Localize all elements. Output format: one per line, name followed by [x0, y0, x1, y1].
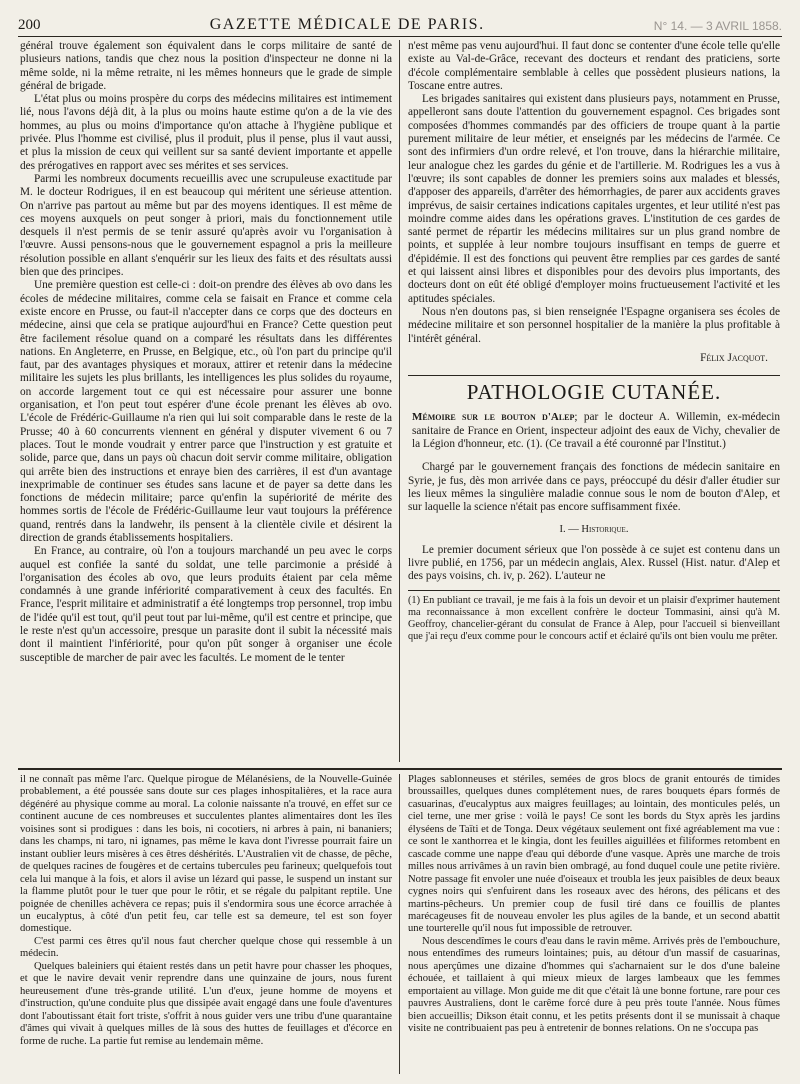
author-signature: Félix Jacquot.	[700, 351, 768, 364]
bottom-left-column	[20, 774, 392, 1074]
column-divider	[399, 40, 400, 762]
left-column	[20, 40, 392, 762]
paragraph: Nous n'en doutons pas, si bien renseignée l'Espagne organisera ses écoles de médecine militaire et son personnel hospitalier de la manière la plus profitable à l'intérêt général.	[408, 305, 780, 345]
paragraph: L'état plus ou moins prospère du corps des médecins militaires est intimement lié, nous l'avons déjà dit, à la plus ou moins haute estime qu'on a de la vie des hommes, au plus ou moins d'importance qu'on attache à l'hygiène publique et privée. Plus l'homme est civilisé, plus il produit, plus il pense, plus il vaut aussi, et plus la mission de ceux qui veillent sur sa santé devient importante et appelle des prérogatives en rapport avec ses mérites et ses services.	[20, 93, 392, 172]
paragraph: Parmi les nombreux documents recueillis avec une scrupuleuse exactitude par M. le docteur Rodrigues, il en est beaucoup qui méritent une sérieuse attention. On n'arrive pas partout au même but par des moyens identiques. Il est même de ces moyens auxquels on peut songer à priori, mais du fonctionnement utile desquels il n'est permis de se tenir assuré qu'après avoir vu l'organisation à l'œuvre. Aussi pensons-nous que le gouvernement espagnol a pris la meilleure résolution possible en allant s'enquérir sur les lieux des faits et des résultats aussi bien que des principes.	[20, 172, 392, 279]
bottom-right-column	[408, 774, 780, 1074]
footnote: (1) En publiant ce travail, je me fais à la fois un devoir et un plaisir d'exprimer hautement ma reconnaissance à mon excellent confrère le docteur Tommasini, ainsi qu'à M. Geoffroy, chancelier-gérant du consulat de France à Alep, pour l'accueil si bienveillant que j'ai reçu d'eux comme pour le concours actif et éclairé qu'ils ont bien voulu me prêter.	[408, 590, 780, 644]
right-column	[408, 40, 780, 762]
memoire-byline: ; par le docteur A. Willemin, ex-médecin sanitaire de France en Orient, inspecteur adjoint des eaux de Vichy, chevalier de la Légion d'honneur, etc. (1). (Ce travail a été couronné par l'Institut.)	[412, 411, 780, 451]
paragraph: C'est parmi ces êtres qu'il nous faut chercher quelque chose qui ressemble à un médecin.	[20, 935, 392, 960]
memoire-label: Mémoire sur le bouton d'Alep	[412, 411, 575, 424]
horizontal-divider	[18, 768, 782, 770]
paragraph: Les brigades sanitaires qui existent dans plusieurs pays, notamment en Prusse, appelleront sans doute l'attention du gouvernement espagnol. Ces brigades sont composées d'hommes commandés par des officiers de troupe quant à la partie purement militaire de leur métier, et enseignés par les médecins de l'armée. Ce sont des infirmiers d'un ordre relevé, et l'on trouve, dans la hiérarchie militaire, leur analogue chez les gardes du génie et de l'artillerie. M. Rodrigues les a vus à l'œuvre; ils sont capables de donner les premiers soins aux malades et blessés, d'apposer des appareils, d'arrêter des hémorrhagies, de parer aux accidents graves imprévus, de saisir certaines indications capitales urgentes, et leur utilité n'est pas moindre comme aides dans les opérations graves. L'institution de ces gardes de santé permet de répartir les médecins militaires sur un plus grand nombre de points, et supplée à leur nombre toujours insuffisant en temps de guerre et d'épidémie. Il est des fonctions qui peuvent être remplies par ces gardes de santé et qui laissent ainsi libres et disponibles pour des devoirs plus importants, des docteurs dont on eût été obligé d'employer moins fructueusement l'activité et les aptitudes spéciales.	[408, 93, 780, 305]
section-divider	[408, 375, 780, 376]
paragraph: Nous descendîmes le cours d'eau dans le ravin même. Arrivés près de l'embouchure, nous entendîmes des rumeurs lointaines; puis, au détour d'un massif de casuarinas, nous aperçûmes une dizaine d'hommes qui s'acharnaient sur le dos d'une baleine échouée, et taillaient à qui mieux mieux de larges lambeaux que les femmes emportaient au village. Mon guide me dit que c'était là une bonne fortune, rare pour ces pauvres Australiens, dont le carême forcé dure à peu près toute l'année. Nous fûmes bien accueillis; Dikson était connu, et les petits présents dont il se munissait à chaque visite ne contribuaient pas peu à entretenir de bonnes relations. On ne s'occupa pas	[408, 935, 780, 1035]
page-header	[18, 14, 782, 37]
paragraph: Quelques baleiniers qui étaient restés dans un petit havre pour chasser les phoques, et que le navire devait venir reprendre dans une quinzaine de jours, nous furent heureusement d'une très-grande utilité. L'un d'eux, jeune homme de moyens et d'instruction, qu'une conduite plus que dissipée avait engagé dans une foule d'aventures dont l'aboutissant était fort triste, s'offrit à nous guider vers une tribu d'une quarantaine d'âmes qui vivait à quelques milles de là sous des huttes de feuillages et d'écorce en forme de ruche. La partie fut remise au lendemain même.	[20, 960, 392, 1047]
paragraph: général trouve également son équivalent dans le corps militaire de santé de plusieurs nations, tandis que chez nous la position d'inspecteur ne donne ni la même solde, ni la même retraite, ni les mêmes honneurs que le grade de simple général de brigade.	[20, 40, 392, 92]
journal-title: GAZETTE MÉDICALE DE PARIS.	[209, 16, 485, 33]
issue-stamp: N° 14. — 3 AVRIL 1858.	[653, 19, 782, 33]
paragraph: il ne connaît pas même l'arc. Quelque pirogue de Mélanésiens, de la Nouvelle-Guinée probablement, a été poussée sans doute sur ces plages inhospitalières, et la race aura dégénéré au physique comme au moral. La colonie naissante n'a trouvé, en effet sur ce continent aucune de ces nombreuses et succulentes plantes alimentaires dont les îles voisines sont si prodigues : dans les bois, ni cocotiers, ni arbres à pain, ni bananiers; dans les champs, ni taro, ni ignames, pas même le kava dont l'ivresse pourrait faire un instant oublier leurs misères à ces êtres déshérités. L'Australien vit de chasse, de pêche, de quelques racines de fougères et de certains tubercules peu farineux; quelquefois tout cela lui manque à la fois, et alors il avise un lézard qui passe, le suspend un instant sur la flamme plutôt pour le tuer que pour le rôtir, et se régale du palpitant reptile. Une poignée de chenilles achèvera ce repas; puis il s'endormira sous une écorce arrachée à un eucalyptus, à côté d'un petit feu, car telle est sa demeure, tel est son foyer domestique.	[20, 774, 392, 935]
memoire-heading	[408, 411, 780, 451]
section-title: PATHOLOGIE CUTANÉE.	[466, 380, 722, 405]
paragraph: Une première question est celle-ci : doit-on prendre des élèves ab ovo dans les écoles de médecine militaires, comme cela se faisait en France et comme cela existe encore en Prusse, ou faut-il n'accepter dans ce corps que des docteurs en médecine, ainsi que cela se pratique aujourd'hui en France? Cette question peut être facilement résolue quand on a comparé les résultats dans les différentes nations. En Angleterre, en Prusse, en Belgique, etc., où l'on part du principe qu'il faut, par des avantages physiques et moraux, attirer et retenir dans la médecine militaire les sujets les plus brillants, les intelligences les plus solides du royaume, on accorde largement tout ce qui est nécessaire pour assurer une bonne organisation, et l'on peut tout espérer d'une école prenant les élèves ab ovo. L'école de Frédéric-Guillaume n'a rien qui lui soit comparable dans le reste de la Prusse; 40 à 60 concurrents viennent en général y disputer vivement 6 ou 7 places. Tout le monde voudrait y entrer parce que l'instruction y est gratuite et solide, parce que, dans un pays où chacun doit servir comme militaire, obligation qui arrête bien des instructions et enraye bien des carrières, il est d'un avantage inexprimable de continuer ses études sans lacune et de payer sa dette dans les fonctions de médecin militaire; parce qu'enfin la supériorité de mérite des hommes sortis de l'école de Frédéric-Guillaume leur vaut toujours la préférence quand, rentrés dans la landwehr, ils pensent à la clientèle civile et désirent la direction de grands établissements hospitaliers.	[20, 279, 392, 544]
intro-paragraph: Chargé par le gouvernement français des fonctions de médecin sanitaire en Syrie, je fus, dès mon arrivée dans ce pays, préoccupé du désir d'aller étudier sur les lieux mêmes la singulière maladie connue sous le nom de bouton d'Alep, et sur laquelle la science n'était pas encore suffisamment fixée.	[408, 461, 780, 514]
subsection-heading: I. — Historique.	[559, 523, 629, 535]
historique-paragraph: Le premier document sérieux que l'on possède à ce sujet est contenu dans un livre publié, en 1756, par un médecin anglais, Alex. Russel (Hist. natur. d'Alep et des pays voisins, ch. iv, p. 262). L'auteur ne	[408, 543, 780, 583]
column-divider	[399, 774, 400, 1074]
page-number: 200	[18, 17, 41, 33]
paragraph: n'est même pas venu aujourd'hui. Il faut donc se contenter d'une école telle qu'elle existe au Val-de-Grâce, recevant des docteurs et rendant des praticiens, sorte d'école complémentaire semblable à celles que possèdent plusieurs nations, la Toscane entre autres.	[408, 40, 780, 92]
paragraph: En France, au contraire, où l'on a toujours marchandé un peu avec le corps auquel est confiée la santé du soldat, une telle parcimonie a présidé à l'organisation des écoles ab ovo, que leurs produits étaient par cela même condamnés à une grande infériorité comparativement à ceux des facultés. En France, l'esprit militaire et administratif a été longtemps trop personnel, trop imbu de l'idée qu'il est tout, qu'il peut tout par lui-même, qu'il est centre et principe, que le reste n'est qu'un accessoire, presque un parasite dont il subit la nécessité mais dont il maintient l'infériorité, pour qu'on pût songer à organiser une école susceptible de marcher de pair avec les facultés. Le moment de le tenter	[20, 545, 392, 664]
paragraph: Plages sablonneuses et stériles, semées de gros blocs de granit entourés de timides broussailles, quelques dunes complétement nues, de rares bouquets épars formés de casuarinas, d'eucalyptus aux maigres feuillages; au lointain, des monticules pelés, un ciel terne, une mer grise : voilà le pays! Ce sont les bords du Styx après les jardins élyséens de Taïti et de Tonga. Deux végétaux seulement ont fixé agréablement ma vue : ce sont le xanthorrea et le kingia, dont les feuilles aiguillées et filiformes retombent en cascade comme une nappe d'eau qui déborde d'une vasque. Après une marche de trois milles nous arrivâmes à un ravin bien ombragé, au fond duquel coule une petite rivière. Notre passage fit envoler une nuée d'oiseaux et troubla les jeux paisibles de deux beaux cygnes noirs qui s'enfuirent dans les roseaux avec des hérons, des pélicans et des martins-pêcheurs. Un premier coup de fusil tiré dans ce fouillis de plantes marécageuses fit de nouveau envoler les plus agiles de la bande, et un second abattit une tourterelle qu'il nous fut impossible de retrouver.	[408, 774, 780, 935]
